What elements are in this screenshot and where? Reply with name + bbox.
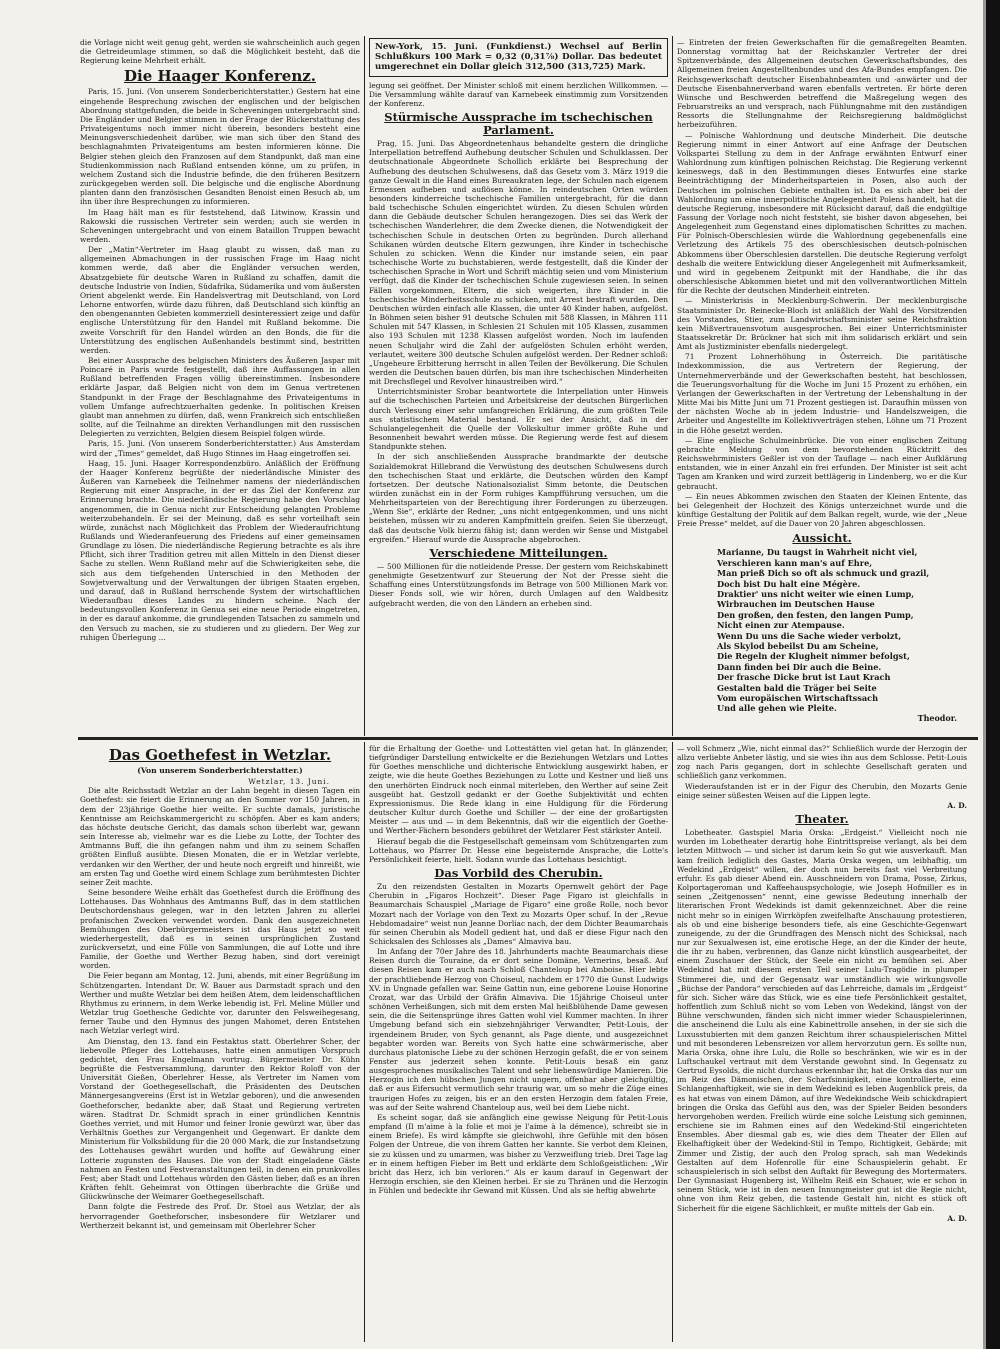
- article-paragraph: Im Anfang der 70er Jahre des 18. Jahrhunderts machte Beaumarchais diese Reisen durch die Touraine, da er dort seine Domäne, Vernerins, besaß. Auf diesen Reisen kam er auch nach Schloß Chanteloup bei Amboise. Hier lebte der prachtliebende Herzog von Choiseul, nachdem er 1770 die Gunst Ludwigs XV. in Ungnade gefallen war. Seine Gattin nun, eine geborene Louise Honorine Crozat, war das Urbild der Gräfin Almaviva. Die 15jährige Choiseul unter schönen Verheißungen, sich mit dem ersten Mal heißblühende Dame gewesen sein, die die Seitensprünge ihres Gatten wohl viel Kummer machten. In ihrer Umgebung befand sich ein siebzehnjähriger Verwandter, Petit-Louis, der irgendeinem Bruder, von Sych genannt, als Page diente, und ausgezeichnet begabter worden war. Bereits von Sych hatte eine schwärmerische, aber durchaus platonische Liebe zu der schönen Herzogin gefaßt, die er von seinem Fenster aus jederzeit sehen konnte. Petit-Louis besaß ein ganz ausgesprochenes musikalisches Talent und sehr liebenswürdige Manieren. Die Herzogin ich den hübschen Jungen nicht ungern, offenbar aber gleichgültig, daß er aus Eifersucht vermutlich sehr traurig war, um so mehr die Züge eines traurigen Hofes zu zeigen, bis er an den ersten Herzogin dem fatalen Freie, was auf der Seite wahrend Chanteloup aus, weil bei dem Liebe nicht.: [369, 947, 668, 1112]
- poem-line: Der frasche Dicke brut ist Laut Krach: [717, 672, 891, 683]
- column-rule: [364, 742, 365, 1342]
- column-rule: [672, 742, 673, 1342]
- headline-theater: Theater.: [795, 812, 849, 827]
- poem: [677, 547, 967, 714]
- poem-line: Als Skylod bebeilst Du am Scheine,: [717, 640, 879, 651]
- article-paragraph: Seine besondere Weihe erhält das Goethefest durch die Eröffnung des Lottehauses. Das Wohnhaus des Amtmanns Buff, das in dem stattlichen Deutschordenshaus gelegen, war in den letzten Jahren zu allerlei profanischen Zwecken verwendet worden. Dank den ausgezeichneten Bemühungen des Oberbürgermeisters ist das Haus jetzt so weit wiederhergestellt, daß es in seinen ursprünglichen Zustand zurückversetzt, und eine Fülle von Sammlungen, die auf Lotte und ihre Familie, der Goethe und Werther Bezug haben, sind dort vereinigt worden.: [80, 888, 360, 971]
- byline: (Von unserem Sonderberichterstatter.): [137, 766, 303, 775]
- article-paragraph: 71 Prozent Lohnerhöhung in Österreich. Die paritätische Indexkommission, die aus Vertretern der Regierung, der Unternehmerverbände und der Gewerkschaften besteht, hat beschlossen, die Teuerungsvorhaltung für die Woche im Juni 15 Prozent zu erhöhen, ein Verlangen der Gewerkschaften in der Vertretung der Lebenshaltung in der Mitte Mai bis Mitte Juni um 71 Prozent gestiegen ist. Daraufhin müssen von der nächsten Woche ab in jedem Industrie- und Handelszweigen, die Arbeiter und Angestellte im Kollektivverträgen stehen, Löhne um 71 Prozent in die Höhe gesetzt werden.: [677, 352, 967, 435]
- article-paragraph: für die Erhaltung der Goethe- und Lottestätten viel getan hat. In glänzender, tiefgründiger Darstellung entwickelte er die Beziehungen Wetzlars und Lottes für Goethes menschliche und dichterische Entwicklung ausgewirkt haben, er zeigte, wie die heute Goethes Beziehungen zu Lotte und Kestner und ließ uns den unerhörten Eindruck noch einmal miterleben, den Werther auf seine Zeit ausgeübt hat. Gestzoll gedankt er der Goethe Subjektivität und echten Expressionismus. Die Rede klang in eine Huldigung für die Förderung deutscher Kultur durch Goethe und Schiller — der eine der großartigsten Meister — aus und — in dem Bekenntnis, daß wir die eigentlich der Goethe- und Werther-Fächern besonders gebühret der Wetzlarer Fest stärkster Anteil.: [369, 744, 668, 836]
- poem-line: Und alle gehen wie Pleite.: [717, 703, 837, 714]
- article-paragraph: — Eintreten der freien Gewerkschaften für die gemaßregelten Beamten. Donnerstag vormittag hat der Reichskanzler Vertreter der drei Spitzenverbände, des Allgemeinen deutschen Gewerkschaftsbundes, des Allgemeinen freien Angestelltenbundes und des Afa-Bundes empfangen. Die Reichsgewerkschaft deutscher Eisenbahnbeamten und -anwärter und der Deutsche Eisenbahnerverband waren ebenfalls vertreten. Er hörte deren Wünsche und Beschwerden betreffend die Maßregelung wegen des Februarstreiks an und versprach, nach Fühlungnahme mit den zuständigen Ressorts die Stellungnahme der Reichsregierung baldmöglichst herbeizuführen.: [677, 38, 967, 130]
- headline-haager-konferenz: Die Haager Konferenz.: [124, 67, 316, 86]
- poem-line: Wenn Du uns die Sache wieder verbolzt,: [717, 630, 902, 641]
- poem-line: Nicht einen zur Atempause.: [717, 620, 845, 631]
- article-paragraph: Dann folgte die Festrede des Prof. Dr. Stoel aus Wetzlar, der als hervorragender Goetheforscher, insbesondere für Wetzlarer und Wertherzeit bekannt ist, und gemeinsam mit Oberlehrer Scher: [80, 1202, 360, 1230]
- poem-line: Man prieß Dich so oft als schmuck und grazil,: [717, 568, 930, 579]
- column-3-lower: [677, 744, 967, 1342]
- article-paragraph: Am Dienstag, den 13. fand ein Festaktus statt. Oberlehrer Scher, der liebevolle Pfleger des Lottehauses, hatte einen anmutigen Vorspruch gedichtet, den Frau Engelmann vortrug. Bürgermeister Dr. Kühn begrüßte die Festversammlung, darunter den Rektor Roloff von der Universität Gießen, Oberlehrer Hesse, als Vertreter im Namen vom Vorstand der Goethegesellschaft, die Präsidenten des Deutschen Männergesangvereins (Erst ist in Wetzlar geboren), und die anwesenden Goetheforscher, bedankte aber, daß Staat und Regierung vertreten wären. Stadtrat Dr. Schmidt sprach in einer gründlichen Kenntnis Goethes verriet, und mit Humor und feiner Ironie gewürzt war, über das Verhältnis Goethes zur Vergangenheit und Gegenwart. Er dankte dem Ministerium für Volksbildung für die 20 000 Mark, die zur Instandsetzung des Lottehauses gewährt wurden und hoffte auf Gewährung einer Lotterie zugunsten des Hauses. Die von der Stadt eingeladene Gäste nahmen an Festen und Festveranstaltungen teil, in denen ein prunkvolles Fest; aber Stadt und Lottehaus würden den Gästen lieber, daß es an ihren Kräften fehlt. Geheimrat von Ottingen überbrachte die Grüße und Glückwünsche der Weimarer Goethegesellschaft.: [80, 1036, 360, 1202]
- headline-verschiedene-mitteilungen: Verschiedene Mitteilungen.: [429, 545, 608, 560]
- article-paragraph: Lobetheater. Gastspiel Maria Orska: „Erdgeist.“ Vielleicht noch nie wurden im Lobetheater derartig hohe Eintrittspreise verlangt, als bei dem letzten Mittwoch — und sicher ist darum kein So gut wie ausverkauft. Man kam freilich lediglich des Gastes, Maria Orska wegen, um leibhaftig, um Wedekind „Erdgeist“ willen, der doch nun bereits fast viel Verbreitung erfuhr. Es gab dieser Abend ein. Ausschneidern von Drama, Posse, Zirkus, Kolportageroman und Kaffeehauspsychologie, wie Joseph Hofmiller es in seinen „Zeitgenossen“ nennt, eine gewisse Bedeutung innerhalb der literarischen Front Wedekinds ist damit gekennzeichnet. Aber die reine nicht mehr so in einigen Wirrköpfen zweifelhafte Anschauung protestieren, als ob und eine bisherige besonders tiefe, als eine Geschichte-Gegenwart zuneigende, zu der die Grundfragen des Mensch nicht des Schicksal, nach nur zur Sexualwesen ist, eine erotische Hege, an der die Kinder der heute, die ihr zu haben, verbrennen, das Ganze nicht künstlich ausgearbeitet, der einem Zuschauer der Stück, der Seele ein nicht zu bemühen sei. Aber Wedekind hat mit diesem ersten Teil seiner Lulu-Tragödie in plumper Stimmerei die, und der Gegensatz war umständlich wie wirkungsvolle „Büchse der Pandora“ verschieden auf das Lehrreiche, damals im „Erdgeist“ für sich. Sicher wäre das Stück, wie es eine tiefe Persönlichkeit gestaltet, hoffentlich zum Schluß nicht so vom Leben von Wedekind, längst von der Bühne verschwunden, fänden sich nicht immer wieder Schauspielerinnen, die anscheinend die Lulu als eine Kabinettrolle ansehen, in der sie sich die Luxusstubierten mit dem ganzen Reichtum ihrer schauspielerischen Mittel und mit besonderen Lebensreizen vor allem hervorzutun gern. Es sollte nun, Maria Orska, ohne ihre Lulu, die Rolle so beschränken, wie wir es in der Luftschaukel vertraut mit dem Verstande gewohnt sind. In Gegensatz zu Gertrud Eysolds, die nicht durchaus erkennbar ihr, hat die Orska das nur um im Reiz des Dämonischen, der Scharfsinnigkeit, eine kontrollierte, eine Schlangenhaftigkeit, wie sie in dem Wedekind es leben Augenblick preis, da es hat etwas von einem Dämon, auf ihre Wedekindsche Weib schickdrapiert bringen die Orska das Gefühl aus den, was der Spieler Beiden besonders hervorgehoben werden. Freilich würde eine solche Leistung sich geminnen, erschiene sie im Rahmen eines auf den Wedekind-Stil eingerichteten Ensembles. Aber diesmal gab es, wie dies dem Theater der Ellen auf Ekelhaftigkeit über der Wedekind-Stil in Tempo, Richtigkeit, Gebärde; mit Zimmer und Zistig, der auch den Prolog sprach, sah man Wedekinds Gestalten auf dem Hofenrolle für eine Schauspielerin gehabt. Er schauspielerisch in sich selbst den Auftakt für Bewegung des Mortermaters. Der Gymnasiast Hugenberg ist, Wilhelm Reiß ein Schauer, wie er schon in seinem Stück, wie ist in den neuen Innungmeister gut ist die Regie nicht, ohne von ihm Reiz geben, die tastende Gestalt hin, nicht es stück oft Sicherheit für die eigene Sächlichkeit, er mußte mittels der Gab ein.: [677, 828, 967, 1213]
- article-paragraph: Zu den reizendsten Gestalten in Mozarts Opernwelt gehört der Page Cherubin in „Figaros Hochzeit“. Dieser Page Figaro ist gleichfalls in Beaumarchais Schauspiel „Mariage de Figaro“ eine große Rolle, noch bevor Mozart nach der Vorlage von den Text zu Mozarts Oper schuf. In der „Revue Hebdomadaire“ weist nun Jeanne Dorliac nach, der dem Dichter Beaumarchais für seinen Cherubin als Modell gedient hat, und daß er diese Figur nach den Schicksalen des Schlosses als „Dames“ Almaviva bau.: [369, 882, 668, 946]
- poem-line: Draktier' uns nicht weiter wie einen Lump,: [717, 588, 915, 599]
- article-paragraph: In der sich anschließenden Aussprache brandmarkte der deutsche Sozialdemokrat Hillebrand die Verwüstung des deutschen Schulwesens durch den tschechischen Staat und erklärte, die Deutschen würden den Kampf fortsetzen. Der deutsche Nationalsozialist Simm betonte, die Deutschen würden zunächst ein in der Form ruhiges Kampfführung versuchen, um die Mehrheitsparteien von der Berechtigung ihrer Forderungen zu überzeugen. „Wenn Sie“, erklärte der Redner, „uns nicht entgegenkommen, und uns nicht beistehen, müssen wir zu anderen Kampfmitteln greifen. Seien Sie überzeugt, daß das deutsche Volk hierzu fähig ist; dann werden wir Sense und Mistgabel ergreifen.“ Hierauf wurde die Aussprache abgebrochen.: [369, 452, 668, 544]
- article-paragraph: — Eine englische Schulmeinbrücke. Die von einer englischen Zeitung gebrachte Meldung von dem bevorstehenden Rücktritt des Reichswehrministers Geßler ist von der Tauflage — nach einer Aufklärung entstanden, wie in einer Anzahl ein frei erfunden. Der Minister ist seit acht Tagen am Kranken und wird zurzeit bettlägerig in Lindenberg, wo er die Kur gebraucht.: [677, 435, 967, 491]
- poem-line: Vom europäischen Wirtschaftssach: [717, 692, 879, 703]
- column-2-lower: [369, 744, 668, 1342]
- headline-aussicht: Aussicht.: [792, 531, 852, 546]
- column-rule: [364, 36, 365, 736]
- exchange-rate-box: New-York, 15. Juni. (Funkdienst.) Wechsel auf Berlin Schlußkurs 100 Mark = 0,32 (0,31⅞) Dollar. Das bedeutet umgerechnet ein Dollar gleich 312,500 (313,725) Mark.: [369, 38, 668, 77]
- column-rule: [672, 36, 673, 736]
- article-paragraph: Bei einer Aussprache des belgischen Ministers des Äußeren Jaspar mit Poincaré in Paris wurde festgestellt, daß ihre Auffassungen in allen Rußland betreffenden Fragen völlig übereinstimmen. Insbesondere erklärte Jaspar, daß Belgien nicht von dem im Genua vertretenen Standpunkt in der Frage der Beschlagnahme des Privateigentums in vollem Umfange aufrechtzuerhalten gedenke. In politischen Kreisen glaubt man annehmen zu dürfen, daß, wenn Frankreich sich entschließen sollte, auf die Teilnahme an direkten Verhandlungen mit den russischen Delegierten zu verzichten, Belgien diesem Beispiel folgen würde.: [80, 356, 360, 439]
- article-signature: A. D.: [947, 800, 967, 810]
- poem-line: Verschieren kann man's auf Ehre,: [717, 557, 873, 568]
- poem-line: Den großen, den festen, den langen Pump,: [717, 609, 914, 620]
- section-divider: [78, 737, 978, 740]
- article-paragraph: — Ein neues Abkommen zwischen den Staaten der Kleinen Entente, das bei Gelegenheit der Hochzeit des Königs unterzeichnet wurde und die künftige Gestaltung der Politik auf dem Balkan regelt, wurde, wie der „Neue Freie Presse“ meldet, auf die Dauer von 20 Jahren abgeschlossen.: [677, 491, 967, 529]
- article-paragraph: legung sei geöffnet. Der Minister schloß mit einem herzlichen Willkommen. — Die Versammlung wählte darauf van Karnebeek einstimmig zum Vorsitzenden der Konferenz.: [369, 80, 668, 108]
- article-paragraph: — Ministerkrisis in Mecklenburg-Schwerin. Der mecklenburgische Staatsminister Dr. Reinecke-Bloch ist anläßlich der Wahl des Vorsitzenden des Vorstandes, Stier, zum Landwirtschaftsminister seine Reichsfraktion kein Mißvertrauensvotum ausgesprochen. Bei einer Unterrichtsminister Staatssekretär Dr. Brückner hat sich mit ihm solidarisch erklärt und sein Amt als Justizminister ebenfalls niedergelegt.: [677, 296, 967, 352]
- article-paragraph: Paris, 15. Juni. (Von unserem Sonderberichterstatter.) Aus Amsterdam wird der „Times“ gemeldet, daß Hugo Stinnes im Haag eingetroffen sei.: [80, 439, 360, 458]
- article-paragraph: Paris, 15. Juni. (Von unserem Sonderberichterstatter.) Gestern hat eine eingehende Besprechung zwischen der englischen und der belgischen Abordnung stattgefunden, die beide in Scheveningen untergebracht sind. Die Engländer und Belgier stimmen in der Frage der Rückerstattung des Privateigentums noch immer nicht überein, besonders besteht eine Meinungsverschiedenheit darüber, wie man sich über den Stand des beschlagnahmten Privateigentums am besten informieren könne. Die Belgier stehen gleich den Franzosen auf dem Standpunkt, daß man eine Studienkommission nach Rußland entsenden könne, um zu prüfen, in welchem Zustand sich die Industrie befinde, die den früheren Besitzern zurückgegeben werden soll. Die belgische und die englische Abordnung planten dann den französischen Gesandten Benoist einen Besuch ab, um ihn über ihre Besprechungen zu informieren.: [80, 87, 360, 207]
- column-1-upper: [80, 38, 360, 735]
- column-2-upper: [369, 38, 668, 735]
- article-paragraph: Wiederaufstanden ist er in der Figur des Cherubin, den Mozarts Genie einige seiner süßesten Weisen auf die Lippen legte.: [677, 781, 967, 800]
- article-paragraph: Die Feier begann am Montag, 12. Juni, abends, mit einer Begrüßung im Schützengarten. Intendant Dr. W. Bauer aus Darmstadt sprach und den Werther und mußte Wetzlar bei dem heißen Atem, dem leidenschaftlichen Rhythmus zu erinnern, in dem Werke lebendig ist. Frl. Meline Müller und Wetzlar trug Goethesche Gedichte vor, darunter den Felsweihegesang, ferner Taube und den Hymnus des jungen Mahomet, deren Entstehen nach Wetzlar verlegt wird.: [80, 971, 360, 1036]
- poem-line: Gestalten bald die Träger bei Seite: [717, 682, 877, 693]
- dateline: Wetzlar, 13. Juni.: [248, 777, 330, 787]
- headline-tschechisches-parlament: Stürmische Aussprache im tschechischen Parlament.: [384, 110, 653, 138]
- article-paragraph: — 500 Millionen für die notleidende Presse. Der gestern vom Reichskabinett genehmigte Gesetzentwurf zur Steuerung der Not der Presse sieht die Schaffung eines Unterstützungsfonds im Betrage von 500 Millionen Mark vor. Dieser Fonds soll, wie wir hören, durch Umlagen auf den Waldbesitz aufgebracht werden, die von den Ländern an erheben sind.: [369, 561, 668, 608]
- article-paragraph: Hierauf begab die die Festgesellschaft gemeinsam vom Schützengarten zum Lottehaus, wo Pfarrer Dr. Hesse eine begeisternde Ansprache, die Lotte's Persönlichkeit feierte, hielt. Sodann wurde das Lottehaus besichtigt.: [369, 836, 668, 864]
- article-paragraph: Es scheint sogar, daß sie anfänglich eine gewisse Neigung für Petit-Louis empfand (Il m'aime à la folie et moi je l'aime à la démence), schreibt sie in einem Briefe). Es wird kämpfte sie gleichwohl, ihre Gefühle mit den bösen Folgen der Untreue, die von ihrem Gatten her kannte. Sie verbot dem Kleinen, sie zu küssen und zu umarmen, was bisher zu Verzweiflung trieb. Drei Tage lag er in einem heftigen Fieber im Bett und erklärte dem Schloßgeistlichen: „Wir bricht das Herz, ich bin verloren.“ Als er kaum darauf in Gegenwart der Herzogin erschien, sie den Kleinen herbei. Er sie zu Thränen und die Herzogin in Fühlen und bedeckte ihr Gewand mit Küssen. Und als sie heftig abwehrte: [369, 1112, 668, 1196]
- article-paragraph: Der „Matin“-Vertreter im Haag glaubt zu wissen, daß man zu allgemeinen Abmachungen in der russischen Frage im Haag nicht kommen werde, daß aber die Engländer versuchen werden, Absatzgebiete für deutsche Waren in Rußland zu schaffen, damit die deutsche Industrie von Indien, Südafrika, Südamerika und vom äußersten Orient abgelenkt werde. Ein Handelsvertrag mit Deutschland, von Lord Lehorne entworfen, würde dazu führen, daß Deutschland sich künftig an den obengenannten Gebieten kommerziell desinteressiert zeige und dafür englische Unterstützung für den Handel mit Rußland bekomme. Die zweite Vorschrift für den Handel würden an den Bonds, die für die Unterstützung des englischen Außenhandels bestimmt sind, bestritten werden.: [80, 245, 360, 355]
- poem-line: Wirbrauchen im Deutschen Hause: [717, 599, 875, 610]
- column-3-upper: [677, 38, 967, 735]
- poem-line: Doch bist Du halt eine Mégère.: [717, 578, 861, 589]
- column-1-lower: [80, 744, 360, 1342]
- poem-line: Die Regeln der Klugheit nimmer befolgst,: [717, 651, 910, 662]
- article-paragraph: — Polnische Wahlordnung und deutsche Minderheit. Die deutsche Regierung nimmt in einer Antwort auf eine Anfrage der Deutschen Volkspartei Stellung zu dem in der Anfrage erwähnten Entwurf einer Wahlordnung zum künftigen polnischen Reichstag. Die Regierung verkennt keineswegs, daß in den Bestimmungen dieses Entwurfes eine starke Beeinträchtigung der Minderheitsparteien in Posen, also auch der Deutschen im polnischen Gebiete enthalten ist. Da es sich aber bei der Wahlordnung um eine innerpolitische Angelegenheit Polens handelt, hat die deutsche Regierung, insbesondere mit Rücksicht darauf, daß die endgültige Fassung der Vorlage noch nicht feststeht, sie bisher davon abgesehen, bei Angelegenheit zum Gegenstand eines diplomatischen Schrittes zu machen. Für Polnisch-Oberschlesien würde die Wahlordnung gegebenenfalls eine Verletzung des Artikels 75 des oberschlesischen deutsch-polnischen Abkommens über Oberschlesien darstellen. Die deutsche Regierung verfolgt deshalb die weitere Entwicklung dieser Angelegenheit mit Aufmerksamkeit, und wird in gegebenem Zeitpunkt mit der Handhabe, die ihr das oberschlesische Abkommen bietet und mit den vollverantwortlichen Mitteln für die Rechte der deutschen Minderheit eintreten.: [677, 130, 967, 296]
- poem-line: Dann finden bei Dir auch die Beine.: [717, 661, 882, 672]
- intro-paragraph: die Vorlage nicht weit genug geht, werden sie wahrscheinlich auch gegen die Getreideumlage stimmen, so daß die Möglichkeit besteht, daß die Regierung keine Mehrheit erhält.: [80, 38, 360, 66]
- article-paragraph: Im Haag hält man es für feststehend, daß Litwinow, Krassin und Rakowski die russischen Vertreter sein werden; auch sie werden in Scheveningen untergebracht und von einem Bataillon Truppen bewacht werden.: [80, 207, 360, 244]
- headline-goethefest: Das Goethefest in Wetzlar.: [108, 746, 332, 764]
- scan-edge: [986, 0, 1000, 1349]
- article-paragraph: Unterrichtsminister Srobar beantwortete die Interpellation unter Hinweis auf die tschechischen Parteien und Arbeitskreise der deutschen Bürgerlichen durch Verlesung einer sehr umfangreichen Erklärung, die zum größten Teile aus statistischem Material bestand. Er sei der Ansicht, daß in der Schulangelegenheit die Quelle der Volkskultur immer größte Ruhe und Besonnenheit bewahrt werden müsse. Die Regierung werde fest auf diesem Standpunkte stehen.: [369, 387, 668, 452]
- headline-cherubin: Das Vorbild des Cherubin.: [434, 866, 603, 881]
- poem-signature: Theodor.: [917, 712, 957, 723]
- article-paragraph: Prag, 15. Juni. Das Abgeordnetenhaus behandelte gestern die dringliche Interpellation betreffend Aufhebung deutscher Schulen und Schulklassen. Der deutschnationale Abgeordnete Schollich erklärte bei Besprechung der Aufhebung des deutschen Schulwesens, daß das Gesetz vom 3. März 1919 die ganze Gewalt in die Hand eines Bureaukraten lege, der Schulen nach eigenem Ermessen aufheben und auflösen könne. In reindeutschen Orten würden besonders kinderreiche tschechische Familien untergebracht, für die dann bald tschechische Schulen eingerichtet würden. Zu diesen Schulen würden dann die Gebäude deutscher Schulen herangezogen. Dies sei das Werk der tschechischen Wanderlehrer, die dem Zwecke dienen, die Notwendigkeit der tschechischen Schule in deutschen Orten zu begründen. Durch allerhand Schikanen würden deutsche Eltern gezwungen, ihre Kinder in tschechische Schulen zu schicken. Wenn die Kinder nur imstande seien, ein paar tschechische Worte zu buchstabieren, werde festgestellt, daß die Kinder der tschechischen Sprache in Wort und Schrift mächtig seien und vom Ministerium verfügt, daß die Kinder der tschechischen Schule zugewiesen seien. In seinen Fällen vorgekommen, Eltern, die sich weigerten, ihre Kinder in die tschechische Minderheitsschule zu schicken, mit Arrest bestraft wurden. Den Deutschen würden einfach alle Klassen, die unter 40 Kinder haben, aufgelöst. In Böhmen seien bisher 91 deutsche Schulen mit 588 Klassen, in Mähren 111 Schulen mit 547 Klassen, in Schlesien 21 Schulen mit 105 Klassen, zusammen also 193 Schulen mit 1238 Klassen aufgelöst worden. Noch im laufenden neuen Schuljahr wird die Zahl der aufgelösten Schulen erhöht werden, verlautet, weitere 300 deutsche Schulen aufgelöst werden. Der Redner schloß: „Ungeheure Erbitterung herrscht in allen Teilen der Bevölkerung. Die Schulen werden die Deutschen bauen dürfen, bis man ihre tschechischen Minderheiten mit Drechsflegel und Revolver hinaustreiben wird.“: [369, 139, 668, 387]
- poem-line: Marianne, Du taugst in Wahrheit nicht viel,: [717, 547, 918, 558]
- article-paragraph: Die alte Reichsstadt Wetzlar an der Lahn begeht in diesen Tagen ein Goethefest: sie feiert die Erinnerung an den Sommer vor 150 Jahren, in dem der 23jährige Goethe hier weilte. Er suchte damals, juristische Kenntnisse am Reichskammergericht zu schöpfen. Aber es kam anders; das höchste deutsche Gericht, das damals schon überlebt war, gewann sein Interesse ab, vielmehr war es die Liebe zu Lotte, der Tochter des Amtmanns Buff, die ihn gefangen nahm und ihm zu seinem Schaffen größten Einfluß ausübte. Diesen Monaten, die er in Wetzlar verlebte, verdanken wir den Werther, der und heute noch ergreift und hinreißt, wie am ersten Tag und Goethe wird einem Schlage zum berühmtesten Dichter seiner Zeit machte.: [80, 786, 360, 887]
- article-paragraph: Haag, 15. Juni. Haager Korrespondenzbüro. Anläßlich der Eröffnung der Haager Konferenz begrüßte der niederländische Minister des Äußeren van Karnebeek die Teilnehmer namens der niederländischen Regierung mit einer Ansprache, in der er das Ziel der Konferenz zur Erinnerung brachte. Die niederländische Regierung habe den Vorschlag angenommen, die in Genua nicht zur Entscheidung gelangten Probleme weiterzubehandeln. Er sei der Meinung, daß es sehr vorteilhaft sein würde, zunächst nach Möglichkeit das Problem der Wiederaufrichtung Rußlands und Wiederanfeuerung des Friedens auf einer gemeinsamen Grundlage zu lösen. Die niederländische Regierung betrachte es als ihre Pflicht, sich ihrer Tradition getreu mit allen Mitteln in den Dienst dieser Sache zu stellen. Wenn Rußland mehr auf die Schwierigkeiten sehe, die sich aus dem tiefgehenden Unterschied in den Methoden der Sowjetverwaltung und der Verwaltungen der übrigen Staaten ergeben, und darauf, daß in Rußland herrschende System der wirtschaftlichen Wiederaufbau dieses Landes zu hindern scheine. Nach der bedeutungsvollen Konferenz in Genua sei eine neue Periode eingetreten, in der es darauf ankomme, die grundlegenden Tatsachen zu sammeln und den Versuch zu machen, sie zu studieren und zu gliedern. Der Weg zur ruhigen Überlegung ...: [80, 458, 360, 642]
- article-signature: A. D.: [947, 1213, 967, 1223]
- article-paragraph: — voll Schmerz „Wie, nicht einmal das?“ Schließlich wurde der Herzogin der allzu verliebte Anbeter lästig, und sie wies ihn aus dem Schlosse. Petit-Louis zog nach Paris gegangen, dort in schlechte Gesellschaft geraten und schließlich ganz verkommen.: [677, 744, 967, 781]
